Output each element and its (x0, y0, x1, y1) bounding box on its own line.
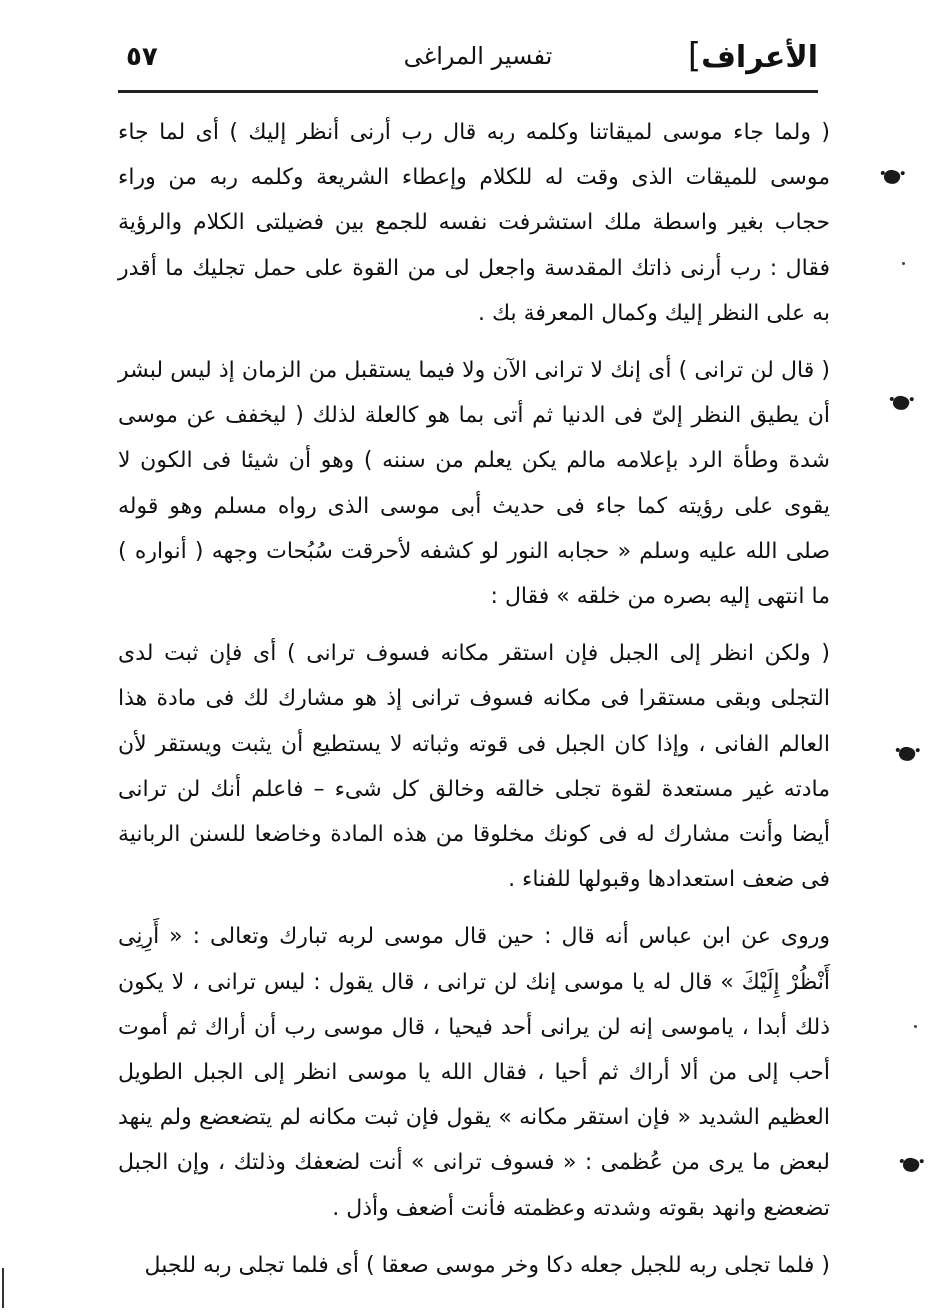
margin-speck (897, 745, 917, 763)
paragraph-4: وروى عن ابن عباس أنه قال : حين قال موسى لربه تبارك وتعالى : « أَرِنِى أَنْظُرْ إِلَيْكَ » قال له يا موسى إنك لن ترانى ، قال يقول : ليس ترانى ، لا يكون ذلك أبدا ، ياموسى إنه لن يرانى أحد فيحيا ، قال موسى رب أن أراك ثم أموت أحب إلى من ألا أراك ثم أحيا ، فقال الله يا موسى انظر إلى الجبل الطويل العظيم الشديد « فإن استقر مكانه » يقول فإن ثبت مكانه لم يتضعضع ولم ينهد لبعض ما يرى من عُظمى : « فسوف ترانى » أنت لضعفك وذلتك ، وإن الجبل تضعضع وانهد بقوته وشدته وعظمته فأنت أضعف وأذل . (118, 924, 830, 1221)
margin-dot (914, 1025, 917, 1028)
page-number: ٥٧ (126, 42, 158, 72)
scan-edge-mark (2, 1268, 4, 1308)
paragraph-2: ( قال لن ترانى ) أى إنك لا ترانى الآن ولا فيما يستقبل من الزمان إذ ليس لبشر أن يطيق النظر إلىّ فى الدنيا ثم أتى بما هو كالعلة لذلك ( ليخفف عن موسى شدة وطأة الرد بإعلامه مالم يكن يعلم من سننه ) وهو أن شيئا فى الكون لا يقوى على رؤيته كما جاء فى حديث أبى موسى الذى رواه مسلم وهو قوله صلى الله عليه وسلم « حجابه النور لو كشفه لأحرقت سُبُحات وجهه ( أنواره ) ما انتهى إليه بصره من خلقه » فقال : (118, 358, 830, 610)
paragraph-1: ( ولما جاء موسى لميقاتنا وكلمه ربه قال رب أرنى أنظر إليك ) أى لما جاء موسى للميقات الذى وقت له للكلام وإعطاء الشريعة وكلمه ربه من وراء حجاب بغير واسطة ملك استشرفت نفسه للجمع بين فضيلتى الكلام والرؤية فقال : رب أرنى ذاتك المقدسة واجعل لى من القوة على حمل تجليك ما أقدر به على النظر إليك وكمال المعرفة بك . (118, 120, 830, 326)
paragraph-5: ( فلما تجلى ربه للجبل جعله دكا وخر موسى صعقا ) أى فلما تجلى ربه للجبل (144, 1252, 830, 1278)
book-title: تفسير المراغى (403, 42, 553, 70)
margin-speck (882, 168, 902, 186)
header-bracket: ] (687, 36, 702, 76)
surah-title: الأعراف (701, 40, 818, 75)
margin-dot (902, 262, 905, 265)
page-body (118, 110, 830, 1300)
page-header (118, 30, 818, 92)
margin-speck (891, 394, 911, 412)
header-divider (118, 90, 818, 93)
paragraph-3: ( ولكن انظر إلى الجبل فإن استقر مكانه فسوف ترانى ) أى فإن ثبت لدى التجلى وبقى مستقرا فى مكانه فسوف ترانى إذ هو مشارك لك فى مادة هذا العالم الفانى ، وإذا كان الجبل فى قوته وثباته لا يستطيع أن يثبت ويستقر لأن مادته غير مستعدة لقوة تجلى خالقه وخالق كل شىء – فاعلم أنك لن ترانى أيضا وأنت مشارك له فى كونك مخلوقا من هذه المادة وخاضعا للسنن الربانية فى ضعف استعدادها وقبولها للفناء . (118, 641, 830, 893)
surah-name (684, 36, 818, 76)
margin-speck (901, 1156, 921, 1174)
